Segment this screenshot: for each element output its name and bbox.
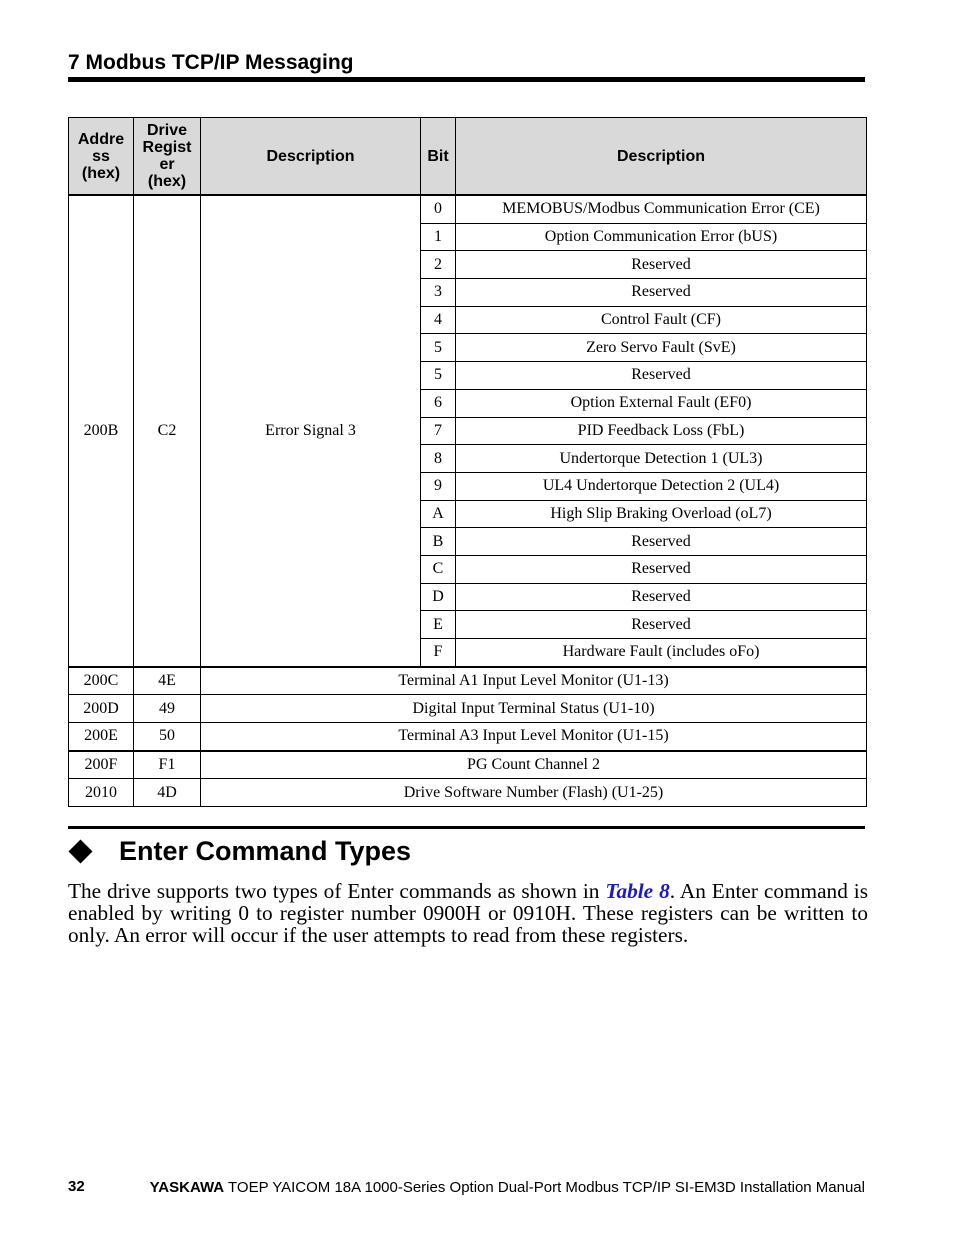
cell-bit: F: [421, 639, 456, 667]
cell-bit-description: Reserved: [456, 555, 867, 583]
cell-bit: 3: [421, 279, 456, 307]
cell-bit-description: Undertorque Detection 1 (UL3): [456, 445, 867, 473]
cell-bit: 2: [421, 251, 456, 279]
cell-register: 49: [134, 695, 201, 723]
table-row: [69, 751, 867, 779]
cell-bit: 7: [421, 417, 456, 445]
cell-bit-description: Reserved: [456, 251, 867, 279]
cell-address: 200E: [69, 723, 134, 751]
col-header-description: Description: [201, 118, 421, 196]
footer-manual-text: TOEP YAICOM 18A 1000-Series Option Dual-Port Modbus TCP/IP SI-EM3D Installation Manual: [224, 1179, 865, 1196]
cell-bit: 1: [421, 223, 456, 251]
cell-bit-description: Control Fault (CF): [456, 306, 867, 334]
cell-bit: 0: [421, 195, 456, 223]
cell-address: 2010: [69, 779, 134, 807]
cell-bit-description: Reserved: [456, 583, 867, 611]
diamond-bullet-icon: [68, 839, 92, 863]
paragraph-text: . An Enter command is enabled by writing 0 to register number 0900H or 0910H. These registers can be written to only. An error will occur if the user attempts to read from these registers.: [68, 879, 869, 947]
col-header-bit: Bit: [421, 118, 456, 196]
col-header-register-line: Regist: [142, 139, 192, 156]
cell-bit-description: Reserved: [456, 362, 867, 390]
cell-bit: 5: [421, 362, 456, 390]
cell-register: C2: [134, 195, 201, 667]
cell-address: 200C: [69, 667, 134, 695]
cell-bit-description: UL4 Undertorque Detection 2 (UL4): [456, 472, 867, 500]
cell-register: 50: [134, 723, 201, 751]
cell-bit-description: Option Communication Error (bUS): [456, 223, 867, 251]
section-title: Enter Command Types: [119, 835, 412, 866]
col-header-register-line: er: [159, 156, 175, 173]
cell-address: 200F: [69, 751, 134, 779]
cell-address: 200B: [69, 195, 134, 667]
cell-bit: 9: [421, 472, 456, 500]
cell-bit: 8: [421, 445, 456, 473]
cell-description: Drive Software Number (Flash) (U1-25): [201, 779, 867, 807]
table-row: [69, 723, 867, 751]
table-row: [69, 667, 867, 695]
cell-bit-description: Reserved: [456, 611, 867, 639]
col-header-address-line: Addre: [77, 130, 125, 148]
cell-bit-description: Reserved: [456, 528, 867, 556]
register-table: [68, 117, 867, 807]
cell-bit: C: [421, 555, 456, 583]
table-row: [69, 195, 867, 223]
col-header-bit-description: Description: [456, 118, 867, 196]
table-header-row: [69, 118, 867, 196]
cell-bit: E: [421, 611, 456, 639]
table-8-link[interactable]: Table 8: [605, 879, 670, 903]
col-header-address-line: ss: [92, 147, 110, 165]
cell-description: PG Count Channel 2: [201, 751, 867, 779]
cell-bit-description: Zero Servo Fault (SvE): [456, 334, 867, 362]
header-rule: [68, 77, 865, 82]
cell-description: Terminal A1 Input Level Monitor (U1-13): [201, 667, 867, 695]
cell-bit-description: Option External Fault (EF0): [456, 389, 867, 417]
cell-bit-description: Hardware Fault (includes oFo): [456, 639, 867, 667]
cell-bit-description: Reserved: [456, 279, 867, 307]
cell-address: 200D: [69, 695, 134, 723]
cell-bit-description: MEMOBUS/Modbus Communication Error (CE): [456, 195, 867, 223]
table-row: [69, 695, 867, 723]
body-paragraph: [68, 880, 868, 946]
cell-register: F1: [134, 751, 201, 779]
cell-register: 4E: [134, 667, 201, 695]
section-heading: [68, 834, 865, 868]
section-rule: [68, 826, 865, 829]
cell-bit: A: [421, 500, 456, 528]
table-row: [69, 779, 867, 807]
paragraph-text: The drive supports two types of Enter commands as shown in: [68, 879, 606, 903]
cell-bit: 6: [421, 389, 456, 417]
col-header-address: [69, 118, 134, 196]
col-header-address-line: (hex): [81, 164, 121, 182]
cell-bit: B: [421, 528, 456, 556]
col-header-drive-register: [134, 118, 201, 196]
footer-brand: YASKAWA: [149, 1179, 225, 1196]
cell-description: Digital Input Terminal Status (U1-10): [201, 695, 867, 723]
cell-bit: D: [421, 583, 456, 611]
cell-bit-description: High Slip Braking Overload (oL7): [456, 500, 867, 528]
cell-bit: 4: [421, 306, 456, 334]
col-header-register-line: (hex): [147, 173, 187, 190]
cell-register: 4D: [134, 779, 201, 807]
page-number: 32: [68, 1178, 85, 1195]
cell-description: Terminal A3 Input Level Monitor (U1-15): [201, 723, 867, 751]
cell-bit-description: PID Feedback Loss (FbL): [456, 417, 867, 445]
col-header-register-line: Drive: [146, 122, 188, 139]
cell-description: Error Signal 3: [201, 195, 421, 667]
cell-bit: 5: [421, 334, 456, 362]
footer-manual-title: [150, 1179, 865, 1196]
running-header-title: 7 Modbus TCP/IP Messaging: [68, 51, 354, 74]
